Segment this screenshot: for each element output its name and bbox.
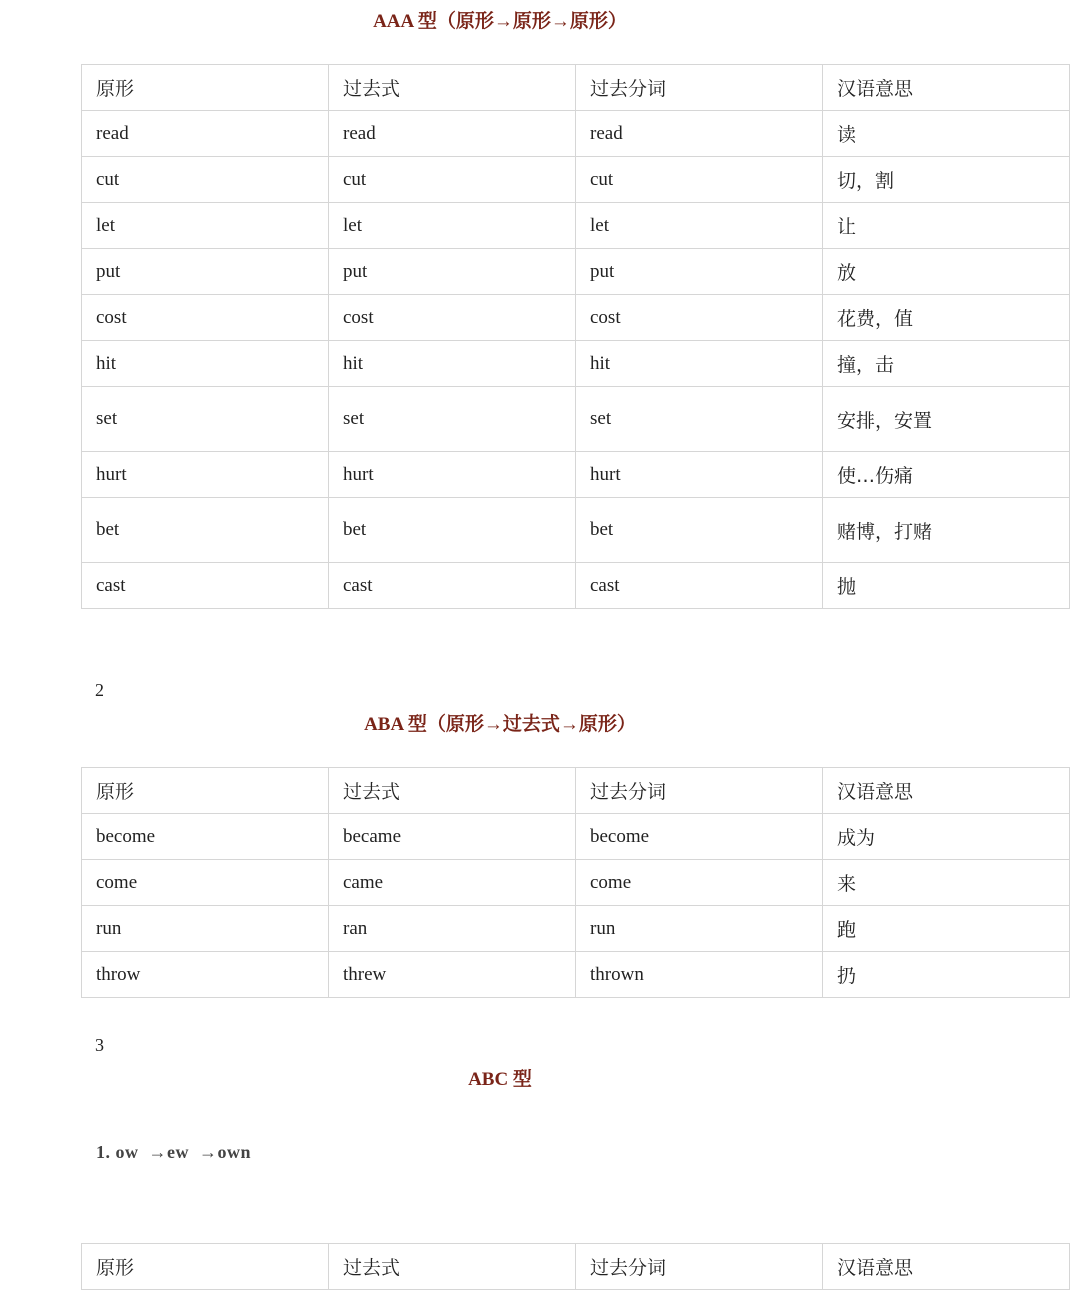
past-tense-cell: read	[329, 111, 576, 157]
base-form-cell: put	[82, 249, 329, 295]
base-form-cell: run	[82, 906, 329, 952]
base-form-cell: let	[82, 203, 329, 249]
past-tense-cell: set	[329, 387, 576, 452]
meaning-cell: 使…伤痛	[823, 452, 1070, 498]
base-form-cell: set	[82, 387, 329, 452]
base-form-cell: hurt	[82, 452, 329, 498]
column-header: 过去分词	[576, 65, 823, 111]
past-tense-cell: became	[329, 814, 576, 860]
meaning-cell: 花费，值	[823, 295, 1070, 341]
base-form-cell: cut	[82, 157, 329, 203]
table-row	[82, 498, 1070, 563]
past-participle-cell: cast	[576, 563, 823, 609]
column-header: 过去式	[329, 768, 576, 814]
base-form-cell: come	[82, 860, 329, 906]
table-row	[82, 157, 1070, 203]
past-participle-cell: let	[576, 203, 823, 249]
meaning-cell: 撞，击	[823, 341, 1070, 387]
column-header: 过去式	[329, 65, 576, 111]
meaning-cell: 扔	[823, 952, 1070, 998]
past-participle-cell: thrown	[576, 952, 823, 998]
table-row	[82, 203, 1070, 249]
column-header: 汉语意思	[823, 768, 1070, 814]
column-header: 原形	[82, 768, 329, 814]
past-participle-cell: become	[576, 814, 823, 860]
section-number: 2	[95, 680, 104, 700]
column-header: 原形	[82, 65, 329, 111]
meaning-cell: 安排，安置	[823, 387, 1070, 452]
verb-table-abc	[81, 1243, 1070, 1290]
table-row	[82, 814, 1070, 860]
past-tense-cell: cast	[329, 563, 576, 609]
table-row	[82, 387, 1070, 452]
base-form-cell: read	[82, 111, 329, 157]
base-form-cell: bet	[82, 498, 329, 563]
past-tense-cell: hit	[329, 341, 576, 387]
table-row	[82, 249, 1070, 295]
table-header-row	[82, 65, 1070, 111]
column-header: 过去分词	[576, 1244, 823, 1290]
column-header: 过去分词	[576, 768, 823, 814]
table-row	[82, 295, 1070, 341]
pattern-subheading: 1. ow →ew →own	[96, 1142, 251, 1162]
base-form-cell: become	[82, 814, 329, 860]
past-participle-cell: bet	[576, 498, 823, 563]
section-heading-abc: ABC 型	[468, 1069, 532, 1090]
table-row	[82, 563, 1070, 609]
base-form-cell: cost	[82, 295, 329, 341]
past-tense-cell: put	[329, 249, 576, 295]
column-header: 原形	[82, 1244, 329, 1290]
verb-table-aba	[81, 767, 1070, 998]
base-form-cell: throw	[82, 952, 329, 998]
past-participle-cell: cut	[576, 157, 823, 203]
past-tense-cell: cost	[329, 295, 576, 341]
table-row	[82, 341, 1070, 387]
past-tense-cell: hurt	[329, 452, 576, 498]
meaning-cell: 读	[823, 111, 1070, 157]
past-participle-cell: hit	[576, 341, 823, 387]
past-participle-cell: put	[576, 249, 823, 295]
meaning-cell: 让	[823, 203, 1070, 249]
past-participle-cell: cost	[576, 295, 823, 341]
table-header-row	[82, 768, 1070, 814]
past-tense-cell: threw	[329, 952, 576, 998]
past-participle-cell: read	[576, 111, 823, 157]
table-header-row	[82, 1244, 1070, 1290]
table-row	[82, 452, 1070, 498]
meaning-cell: 放	[823, 249, 1070, 295]
past-participle-cell: run	[576, 906, 823, 952]
table-row	[82, 952, 1070, 998]
past-participle-cell: set	[576, 387, 823, 452]
base-form-cell: hit	[82, 341, 329, 387]
base-form-cell: cast	[82, 563, 329, 609]
section-heading-aaa: AAA 型（原形→原形→原形）	[373, 11, 627, 32]
meaning-cell: 来	[823, 860, 1070, 906]
meaning-cell: 成为	[823, 814, 1070, 860]
table-row	[82, 860, 1070, 906]
table-row	[82, 906, 1070, 952]
meaning-cell: 抛	[823, 563, 1070, 609]
past-participle-cell: come	[576, 860, 823, 906]
past-tense-cell: cut	[329, 157, 576, 203]
past-tense-cell: let	[329, 203, 576, 249]
meaning-cell: 赌博，打赌	[823, 498, 1070, 563]
column-header: 过去式	[329, 1244, 576, 1290]
past-tense-cell: bet	[329, 498, 576, 563]
table-row	[82, 111, 1070, 157]
verb-table-aaa	[81, 64, 1070, 609]
section-number: 3	[95, 1035, 104, 1055]
section-heading-aba: ABA 型（原形→过去式→原形）	[364, 714, 636, 735]
meaning-cell: 切，割	[823, 157, 1070, 203]
past-tense-cell: came	[329, 860, 576, 906]
past-participle-cell: hurt	[576, 452, 823, 498]
meaning-cell: 跑	[823, 906, 1070, 952]
column-header: 汉语意思	[823, 65, 1070, 111]
column-header: 汉语意思	[823, 1244, 1070, 1290]
past-tense-cell: ran	[329, 906, 576, 952]
